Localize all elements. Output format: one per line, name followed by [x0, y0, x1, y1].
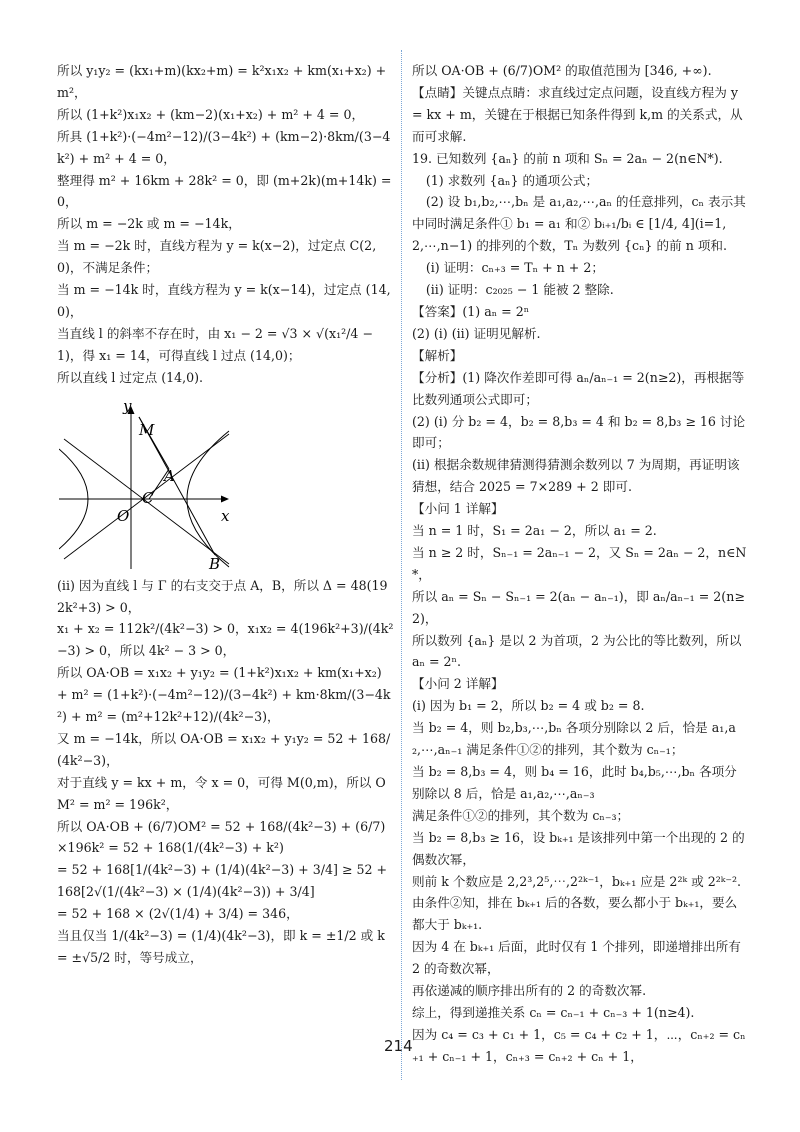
text-line: 所以数列 {aₙ} 是以 2 为首项，2 为公比的等比数列，所以 aₙ = 2ⁿ.	[412, 632, 742, 670]
text-line: 【小问 1 详解】	[412, 501, 504, 517]
text-line: (2) (i) (ii) 证明见解析.	[412, 325, 541, 341]
text-line: 当 m = −14k 时，直线方程为 y = k(x−14)，过定点 (14,0)，	[57, 282, 391, 319]
text-line: 对于直线 y = kx + m，令 x = 0，可得 M(0,m)，所以 OM² = m² = 196k²，	[57, 774, 386, 812]
label-o: O	[117, 506, 130, 525]
text-line: 【解析】	[412, 347, 463, 363]
right-column	[412, 60, 748, 1068]
text-line: 所以 OA·OB = x₁x₂ + y₁y₂ = (1+k²)x₁x₂ + km(x₁+x₂) + m² = (1+k²)·(−4m²−12)/(3−4k²) + km·8km/(3−4k²) + m² = (m²+12k²+12)/(4k²−3)，	[57, 665, 391, 725]
text-line: 当 m = −2k 时，直线方程为 y = k(x−2)，过定点 C(2,0)，不满足条件；	[57, 238, 377, 276]
text-line: 【点睛】关键点点睛：求直线过定点问题，设直线方程为 y = kx + m，关键在于根据已知条件得到 k,m 的关系式，从而可求解.	[412, 84, 743, 144]
text-line: 当直线 l 的斜率不存在时，由 x₁ − 2 = √3 × √(x₁²/4 − 1)，得 x₁ = 14，可得直线 l 过点 (14,0)；	[57, 325, 373, 363]
text-line: = 52 + 168[1/(4k²−3) + (1/4)(4k²−3) + 3/4] ≥ 52 + 168[2√(1/(4k²−3) × (1/4)(4k²−3)) + 3/4]	[57, 862, 388, 900]
text-line: 所具 (1+k²)·(−4m²−12)/(3−4k²) + (km−2)·8km/(3−4k²) + m² + 4 = 0，	[57, 128, 391, 166]
text-line: 当 b₂ = 4，则 b₂,b₃,⋯,bₙ 各项分别除以 2 后，恰是 a₁,a₂,⋯,aₙ₋₁ 满足条件①②的排列，其个数为 cₙ₋₁；	[412, 720, 736, 758]
hyperbola-figure	[59, 399, 239, 571]
text-line: 当 b₂ = 8,b₃ = 4，则 b₄ = 16，此时 b₄,b₅,⋯,bₙ 各项分别除以 8 后，恰是 a₁,a₂,⋯,aₙ₋₃	[412, 764, 737, 801]
text-line: (i) 因为 b₁ = 2，所以 b₂ = 4 或 b₂ = 8.	[412, 698, 645, 714]
column-divider	[401, 50, 402, 1080]
text-line: 所以 OA·OB + (6/7)OM² 的取值范围为 [346, +∞).	[412, 63, 712, 78]
text-line: 满足条件①②的排列，其个数为 cₙ₋₃；	[412, 807, 630, 823]
text-line: 综上，得到递推关系 cₙ = cₙ₋₁ + cₙ₋₃ + 1(n≥4).	[412, 1004, 695, 1020]
text-line: 所以直线 l 过定点 (14,0).	[57, 369, 204, 385]
text-line: x₁ + x₂ = 112k²/(4k²−3) > 0，x₁x₂ = 4(196k²+3)/(4k²−3) > 0，所以 4k² − 3 > 0，	[57, 621, 394, 659]
text-line: 所以 OA·OB + (6/7)OM² = 52 + 168/(4k²−3) + (6/7)×196k² = 52 + 168(1/(4k²−3) + k²)	[57, 818, 386, 856]
text-line: 当 n ≥ 2 时，Sₙ₋₁ = 2aₙ₋₁ − 2，又 Sₙ = 2aₙ − 2，n∈N*，	[412, 544, 747, 582]
text-line: (ii) 根据余数规律猜测得猜测余数列以 7 为周期，再证明该猜想，结合 2025 = 7×289 + 2 即可.	[412, 457, 740, 495]
text-line: 又 m = −14k，所以 OA·OB = x₁x₂ + y₁y₂ = 52 + 168/(4k²−3)，	[57, 730, 391, 768]
text-line: 再依递减的顺序排出所有的 2 的奇数次幂.	[412, 983, 647, 999]
page-number: 214	[384, 1037, 413, 1055]
x-axis-arrow	[221, 495, 229, 502]
text-line: 因为 c₄ = c₃ + c₁ + 1，c₅ = c₄ + c₂ + 1，⋯，cₙ₊₂ = cₙ₊₁ + cₙ₋₁ + 1，cₙ₊₃ = cₙ₊₂ + cₙ + 1，	[412, 1026, 746, 1064]
left-text-bottom	[57, 575, 394, 969]
text-line: 所以 m = −2k 或 m = −14k，	[57, 216, 241, 232]
text-line: 所以 y₁y₂ = (kx₁+m)(kx₂+m) = k²x₁x₂ + km(x₁+x₂) + m²，	[57, 63, 387, 100]
label-x: x	[221, 506, 230, 525]
text-line: 当 b₂ = 8,b₃ ≥ 16，设 bₖ₊₁ 是该排列中第一个出现的 2 的偶数次幂，	[412, 829, 745, 867]
text-line: (1) 求数列 {aₙ} 的通项公式；	[425, 172, 599, 188]
text-line: 所以 (1+k²)x₁x₂ + (km−2)(x₁+x₂) + m² + 4 = 0，	[57, 106, 365, 122]
text-line: 【答案】(1) aₙ = 2ⁿ	[412, 303, 530, 319]
text-line: 则前 k 个数应是 2,2³,2⁵,⋯,2²ᵏ⁻¹，bₖ₊₁ 应是 2²ᵏ 或 2²ᵏ⁻².	[412, 873, 742, 889]
left-column	[57, 60, 394, 969]
text-line: 所以 aₙ = Sₙ − Sₙ₋₁ = 2(aₙ − aₙ₋₁)，即 aₙ/aₙ₋₁ = 2(n≥2)，	[412, 588, 745, 626]
text-line: 当 n = 1 时，S₁ = 2a₁ − 2，所以 a₁ = 2.	[412, 523, 657, 539]
label-m: M	[139, 420, 155, 439]
label-b: B	[209, 554, 221, 571]
label-c: C	[142, 488, 154, 507]
text-line: 【分析】(1) 降次作差即可得 aₙ/aₙ₋₁ = 2(n≥2)，再根据等比数列通项公式即可；	[412, 369, 745, 407]
text-line: = 52 + 168 × (2√(1/4) + 3/4) = 346，	[57, 906, 299, 922]
right-text	[412, 60, 748, 1068]
text-line: (2) (i) 分 b₂ = 4，b₂ = 8,b₃ = 4 和 b₂ = 8,b₃ ≥ 16 讨论即可；	[412, 413, 746, 451]
text-line: 【小问 2 详解】	[412, 676, 504, 692]
text-line: 整理得 m² + 16km + 28k² = 0，即 (m+2k)(m+14k) = 0，	[57, 172, 392, 210]
text-line: (2) 设 b₁,b₂,⋯,bₙ 是 a₁,a₂,⋯,aₙ 的任意排列，cₙ 表示其中同时满足条件① b₁ = a₁ 和② bᵢ₊₁/bᵢ ∈ [1/4, 4](i=1,2,⋯,n−1) 的排列的个数，Tₙ 为数列 {cₙ} 的前 n 项和.	[412, 194, 746, 254]
text-line: 因为 4 在 bₖ₊₁ 后面，此时仅有 1 个排列，即递增排出所有 2 的奇数次幂，	[412, 939, 741, 977]
label-y: y	[123, 398, 132, 415]
text-line: (ii) 证明：c₂₀₂₅ − 1 能被 2 整除.	[425, 282, 614, 298]
text-line: 由条件②知，排在 bₖ₊₁ 后的各数，要么都小于 bₖ₊₁，要么都大于 bₖ₊₁.	[412, 895, 738, 933]
label-a: A	[164, 466, 175, 485]
text-line: 19. 已知数列 {aₙ} 的前 n 项和 Sₙ = 2aₙ − 2(n∈N*).	[412, 150, 723, 166]
left-text-top	[57, 60, 394, 389]
text-line: (i) 证明：cₙ₊₃ = Tₙ + n + 2；	[425, 260, 604, 276]
text-line: 当且仅当 1/(4k²−3) = (1/4)(4k²−3)，即 k = ±1/2 或 k = ±√5/2 时，等号成立，	[57, 928, 385, 965]
text-line: (ii) 因为直线 l 与 Γ 的右支交于点 A，B，所以 Δ = 48(192k²+3) > 0，	[57, 577, 388, 615]
